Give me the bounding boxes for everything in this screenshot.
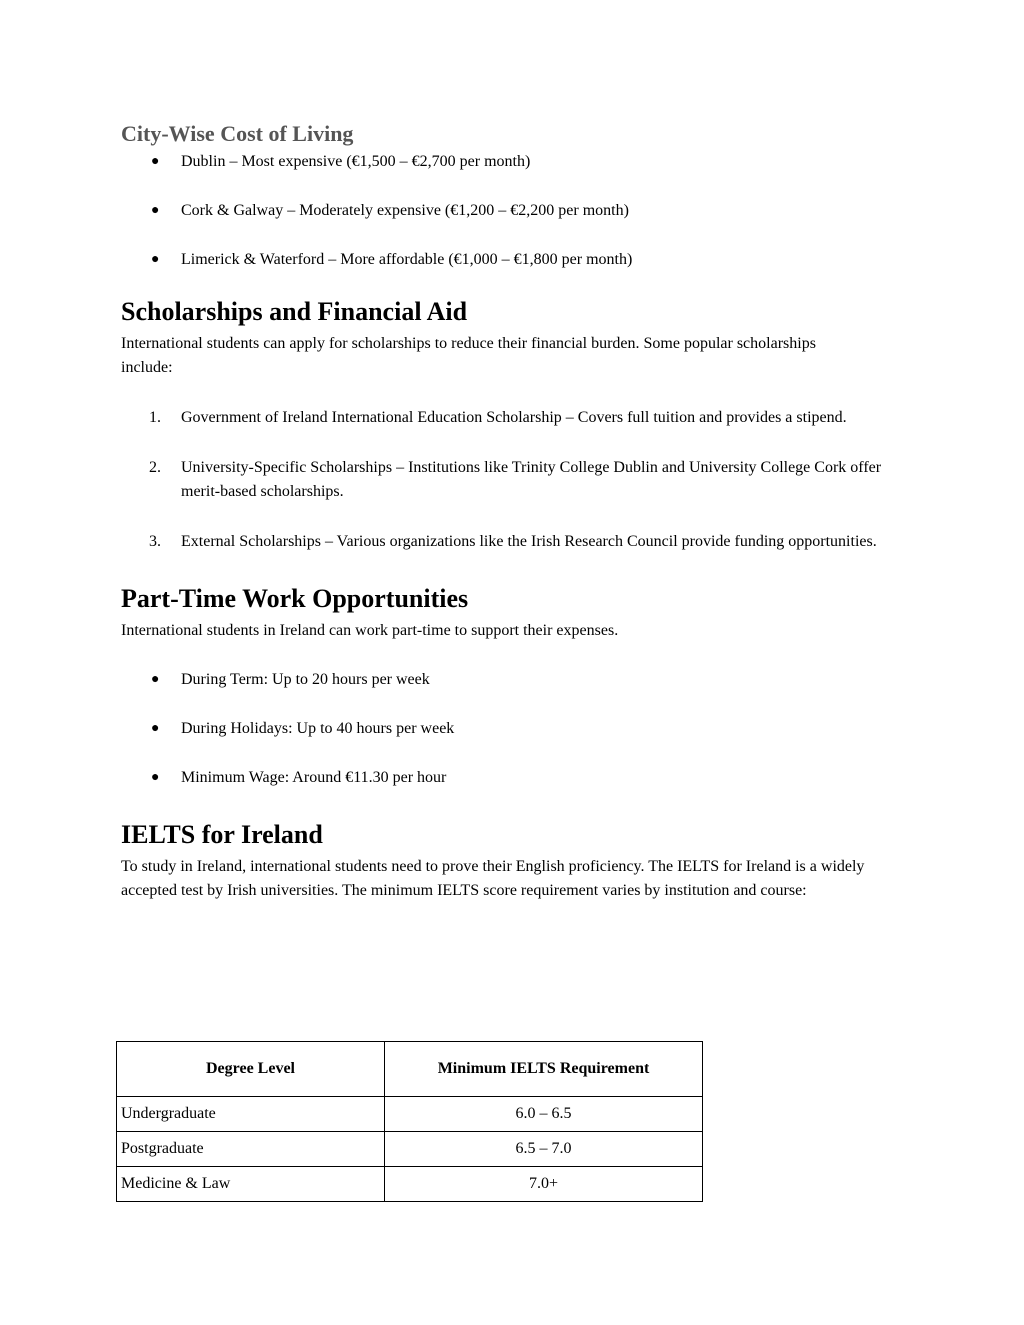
bullet-icon: ●: [151, 721, 160, 736]
list-item: [121, 199, 901, 223]
table-row: [117, 1167, 703, 1202]
ielts-heading: IELTS for Ireland: [121, 820, 323, 849]
ielts-requirements-table: [116, 1041, 703, 1202]
list-item-text: Dublin – Most expensive (€1,500 – €2,700 per month): [181, 153, 531, 170]
list-item: [121, 150, 901, 174]
list-item-text: Limerick & Waterford – More affordable (€1,000 – €1,800 per month): [181, 251, 633, 268]
list-item-text: Government of Ireland International Education Scholarship – Covers full tuition and provides a stipend.: [181, 409, 847, 426]
part-time-work-list: [121, 668, 901, 790]
table-row: [117, 1097, 703, 1132]
table-row: [117, 1132, 703, 1167]
city-cost-heading: City-Wise Cost of Living: [121, 121, 354, 146]
city-cost-list: [121, 150, 901, 272]
list-item: [121, 406, 901, 430]
scholarships-list: [121, 406, 901, 554]
part-time-work-heading: Part-Time Work Opportunities: [121, 584, 469, 613]
bullet-icon: ●: [151, 252, 160, 267]
degree-level-cell: Medicine & Law: [117, 1167, 385, 1202]
list-item: [121, 766, 901, 790]
ielts-intro: To study in Ireland, international students need to prove their English proficiency. The IELTS for Ireland is a widely accepted test by Irish universities. The minimum IELTS score requirement varies by institution and course:: [121, 858, 865, 899]
part-time-work-intro: International students in Ireland can work part-time to support their expenses.: [121, 622, 619, 639]
table-header-row: [117, 1042, 703, 1097]
bullet-icon: ●: [151, 672, 160, 687]
list-number: 3.: [149, 533, 161, 550]
list-item: [121, 248, 901, 272]
ielts-score-cell: 7.0+: [385, 1167, 703, 1202]
bullet-icon: ●: [151, 154, 160, 169]
document-content: [121, 118, 901, 903]
ielts-score-cell: 6.5 – 7.0: [385, 1132, 703, 1167]
list-item-text: Minimum Wage: Around €11.30 per hour: [181, 769, 447, 786]
bullet-icon: ●: [151, 770, 160, 785]
scholarships-heading: Scholarships and Financial Aid: [121, 297, 468, 326]
list-number: 1.: [149, 409, 161, 426]
list-item: [121, 717, 901, 741]
list-number: 2.: [149, 459, 161, 476]
list-item: [121, 668, 901, 692]
list-item-text: External Scholarships – Various organizations like the Irish Research Council provide funding opportunities.: [181, 533, 877, 550]
column-header-ielts-requirement: Minimum IELTS Requirement: [385, 1042, 703, 1097]
bullet-icon: ●: [151, 203, 160, 218]
list-item: [121, 456, 901, 504]
list-item-text: University-Specific Scholarships – Institutions like Trinity College Dublin and University College Cork offer merit-based scholarships.: [181, 459, 882, 500]
ielts-score-cell: 6.0 – 6.5: [385, 1097, 703, 1132]
list-item-text: During Term: Up to 20 hours per week: [181, 671, 430, 688]
list-item-text: During Holidays: Up to 40 hours per week: [181, 720, 455, 737]
list-item-text: Cork & Galway – Moderately expensive (€1,200 – €2,200 per month): [181, 202, 629, 219]
list-item: [121, 530, 901, 554]
degree-level-cell: Undergraduate: [117, 1097, 385, 1132]
scholarships-intro: International students can apply for scholarships to reduce their financial burden. Some popular scholarships include:: [121, 335, 816, 376]
column-header-degree-level: Degree Level: [117, 1042, 385, 1097]
degree-level-cell: Postgraduate: [117, 1132, 385, 1167]
